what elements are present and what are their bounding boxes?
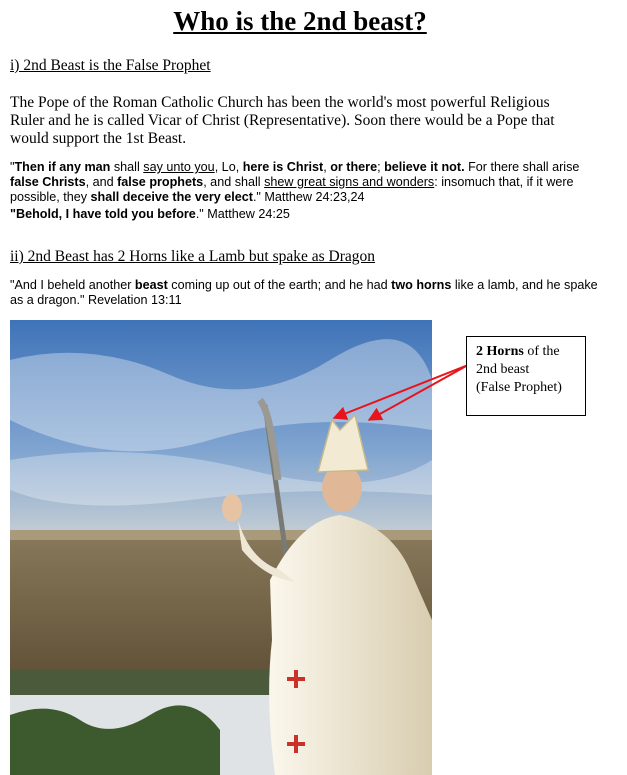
section-heading-false-prophet: i) 2nd Beast is the False Prophet [10, 57, 211, 74]
pope-photo [10, 320, 432, 775]
scripture-quote-matthew-24-23: "Then if any man shall say unto you, Lo, here is Christ, or there; believe it not. For there shall arise false Christs, and false prophets, and shall shew great signs and wonders: insomuch that, if it were possible, they shall deceive the very elect." Matthew 24:23,24 [10, 160, 580, 204]
scripture-quote-revelation-13-11: "And I beheld another beast coming up out of the earth; and he had two horns like a lamb, and he spake as a dragon." Revelation 13:11 [10, 278, 598, 307]
page-title: Who is the 2nd beast? [173, 6, 427, 36]
callout-two-horns: 2 Horns of the 2nd beast (False Prophet) [466, 336, 586, 416]
section-heading-two-horns: ii) 2nd Beast has 2 Horns like a Lamb but spake as Dragon [10, 248, 376, 265]
scripture-quote-matthew-24-25: "Behold, I have told you before." Matthew 24:25 [10, 207, 290, 221]
intro-paragraph: The Pope of the Roman Catholic Church has been the world's most powerful Religious Ruler and he is called Vicar of Christ (Representative). Soon there would be a Pope that would support the 1st Beast. [10, 94, 555, 147]
